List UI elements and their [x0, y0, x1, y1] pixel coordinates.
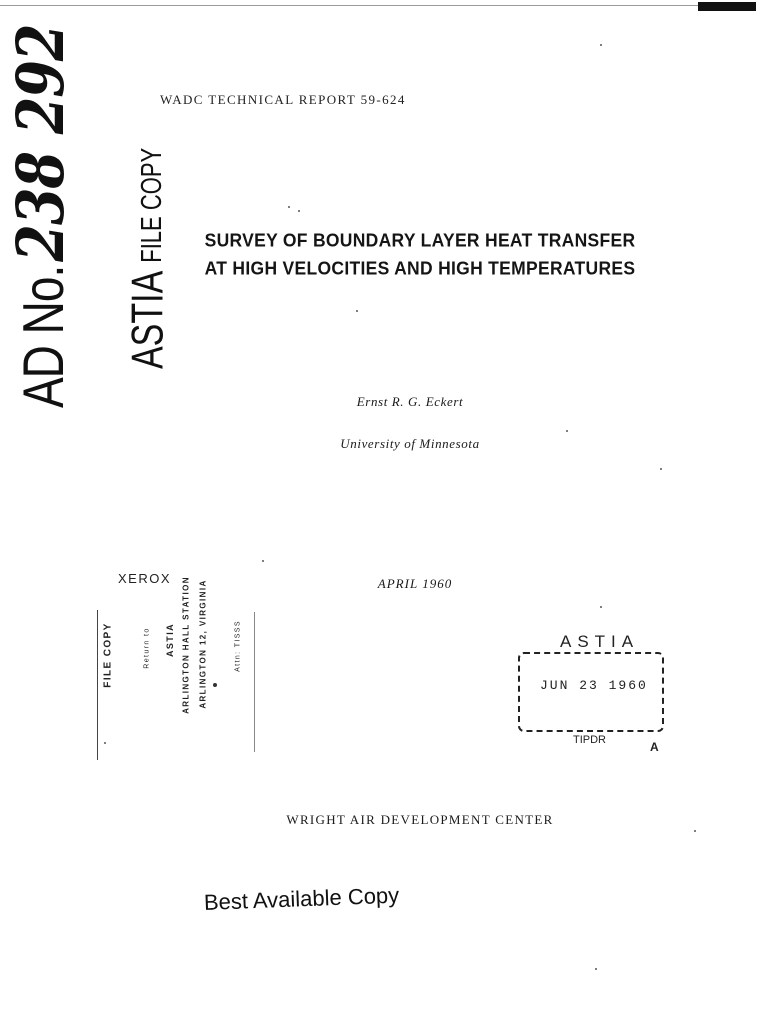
receipt-stamp-date: JUN 23 1960 [540, 678, 648, 693]
accession-number-stamp [1, 24, 79, 408]
address-bullet [213, 683, 217, 687]
astia-file-copy-stamp [123, 147, 173, 369]
publication-date: APRIL 1960 [377, 576, 453, 591]
title-line-1: SURVEY OF BOUNDARY LAYER HEAT TRANSFER [204, 229, 636, 251]
scan-speck [262, 560, 264, 562]
scan-speck [600, 606, 602, 608]
return-astia: ASTIA [165, 623, 175, 657]
scan-speck [104, 742, 106, 744]
xerox-file-copy: FILE COPY [102, 622, 114, 688]
scan-speck [356, 310, 358, 312]
accession-prefix: AD No. [10, 265, 76, 408]
file-copy-label: FILE COPY [135, 147, 168, 263]
receipt-stamp-mark: A [650, 740, 659, 754]
scan-speck [288, 206, 290, 208]
receipt-stamp-office: TIPDR [573, 734, 606, 746]
best-available-copy-note: Best Available Copy [203, 882, 400, 915]
return-attn: Attn: TISSS [234, 620, 242, 672]
accession-number: 238 292 [1, 24, 79, 262]
top-edge-mark [698, 2, 756, 11]
top-edge-rule [0, 5, 698, 6]
scan-speck [595, 968, 597, 970]
return-city: ARLINGTON 12, VIRGINIA [198, 579, 208, 709]
file-copy-bracket-line [97, 610, 98, 760]
xerox-label: XEROX [118, 571, 172, 586]
scan-speck [566, 430, 568, 432]
return-station: ARLINGTON HALL STATION [181, 576, 191, 714]
file-copy-right-line [254, 612, 255, 752]
author-name: Ernst R. G. Eckert [356, 394, 464, 409]
scan-speck [298, 210, 300, 212]
astia-label: ASTIA [123, 270, 173, 369]
issuing-center: WRIGHT AIR DEVELOPMENT CENTER [286, 812, 554, 827]
report-number: WADC TECHNICAL REPORT 59-624 [160, 92, 406, 107]
title-line-2: AT HIGH VELOCITIES AND HIGH TEMPERATURES [204, 257, 636, 279]
author-affiliation: University of Minnesota [340, 436, 480, 451]
scan-speck [694, 830, 696, 832]
return-to-label: Return to [143, 627, 151, 669]
astia-receipt-stamp [518, 632, 666, 754]
document-title [180, 226, 660, 282]
scan-speck [660, 468, 662, 470]
receipt-stamp-agency: ASTIA [560, 632, 640, 651]
scan-speck [600, 44, 602, 46]
